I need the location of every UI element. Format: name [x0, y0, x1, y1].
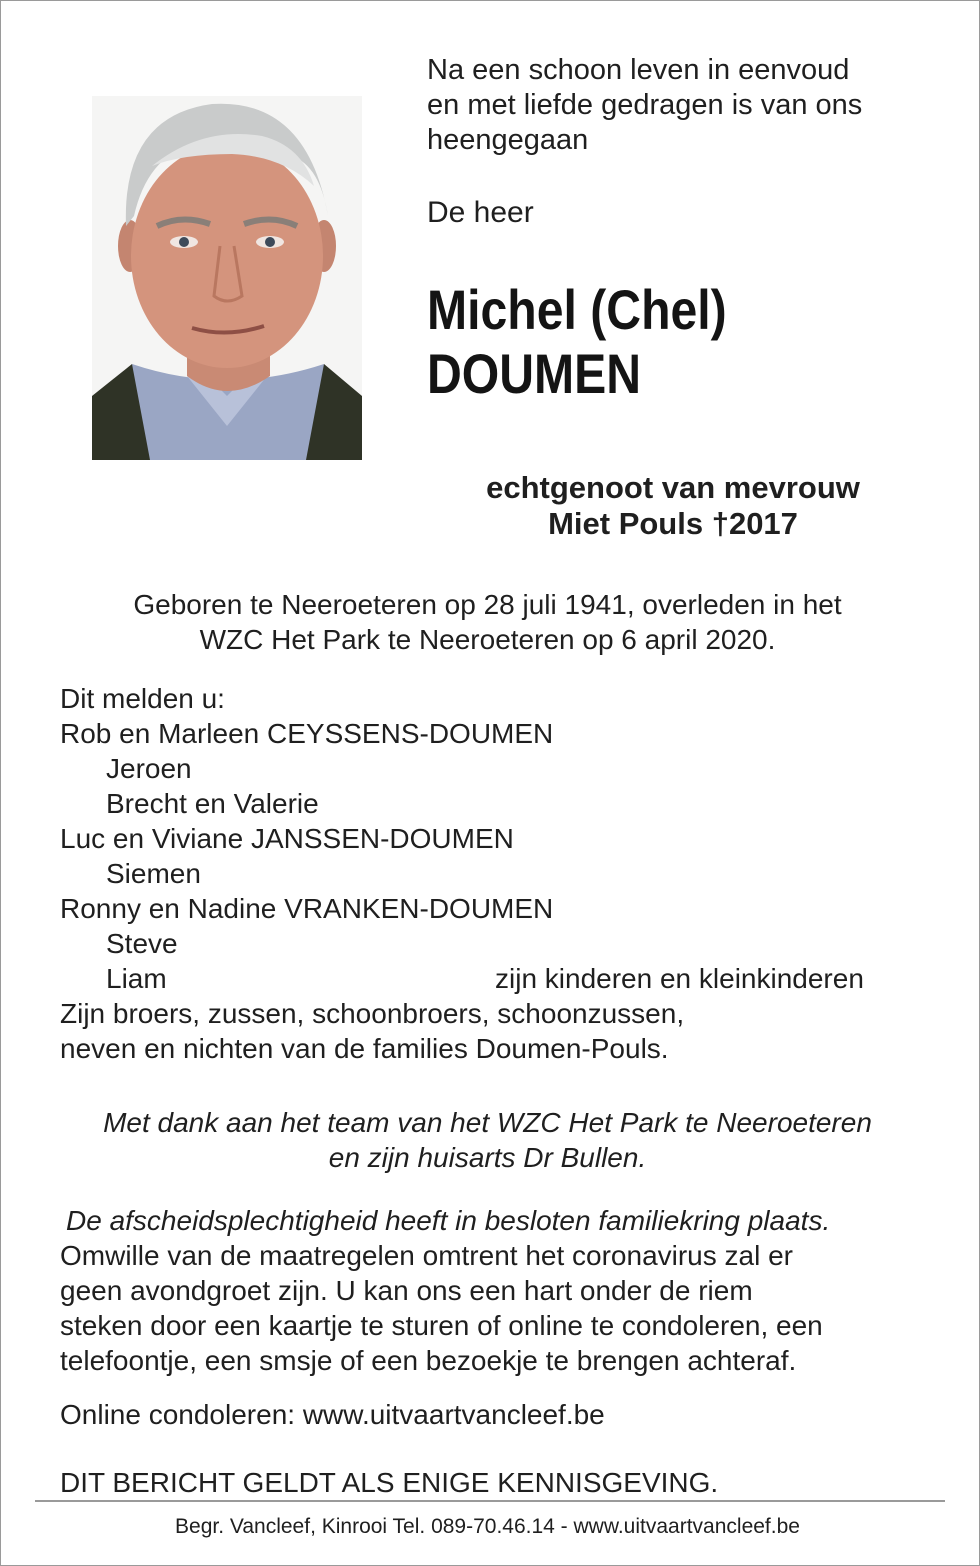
- family-member: Rob en Marleen CEYSSENS-DOUMEN: [60, 718, 554, 749]
- spouse-line-1: echtgenoot van mevrouw: [486, 470, 860, 505]
- ceremony-line: steken door een kaartje te sturen of online te condoleren, een: [60, 1310, 823, 1341]
- spouse-line-2: Miet Pouls †2017: [548, 506, 798, 541]
- grandchild: Jeroen: [106, 753, 192, 784]
- grandchild: Siemen: [106, 858, 201, 889]
- grandchild: Brecht en Valerie: [106, 788, 319, 819]
- grandchild: Liam: [106, 963, 167, 994]
- thanks-line-1: Met dank aan het team van het WZC Het Park te Neeroeteren: [103, 1107, 872, 1138]
- birth-line-2: WZC Het Park te Neeroeteren op 6 april 2020.: [199, 624, 776, 655]
- extended-family: neven en nichten van de families Doumen-Pouls.: [60, 1033, 669, 1064]
- children-label: zijn kinderen en kleinkinderen: [495, 963, 864, 994]
- ceremony-note: [60, 1203, 940, 1378]
- funeral-home-footer: Begr. Vancleef, Kinrooi Tel. 089-70.46.14 - www.uitvaartvancleef.be: [175, 1515, 800, 1538]
- honorific: De heer: [427, 196, 534, 229]
- ceremony-line: geen avondgroet zijn. U kan ons een hart onder de riem: [60, 1275, 753, 1306]
- intro-line: Na een schoon leven in eenvoud: [427, 54, 850, 86]
- footer-divider: [35, 1500, 945, 1502]
- family-heading: Dit melden u:: [60, 683, 225, 714]
- deceased-last-name: DOUMEN: [427, 342, 642, 405]
- extended-family: Zijn broers, zussen, schoonbroers, schoonzussen,: [60, 998, 685, 1029]
- deceased-first-name: Michel (Chel): [427, 278, 727, 341]
- grandchild: Steve: [106, 928, 178, 959]
- ceremony-line-1: De afscheidsplechtigheid heeft in besloten familiekring plaats.: [66, 1205, 831, 1236]
- family-row-last: [60, 961, 940, 996]
- family-list: [60, 681, 940, 1066]
- ceremony-line: telefoontje, een smsje of een bezoekje te brengen achteraf.: [60, 1345, 797, 1376]
- family-member: Luc en Viviane JANSSEN-DOUMEN: [60, 823, 514, 854]
- intro-line: heengegaan: [427, 124, 589, 156]
- birth-line-1: Geboren te Neeroeteren op 28 juli 1941, overleden in het: [133, 589, 842, 620]
- official-notice: DIT BERICHT GELDT ALS ENIGE KENNISGEVING.: [60, 1467, 719, 1498]
- ceremony-line: Omwille van de maatregelen omtrent het coronavirus zal er: [60, 1240, 794, 1271]
- spouse-info: [420, 470, 926, 542]
- birth-death-info: [40, 587, 935, 657]
- intro-text: [427, 53, 947, 158]
- deceased-name: [427, 278, 727, 406]
- thanks-note: [40, 1105, 935, 1175]
- family-member: Ronny en Nadine VRANKEN-DOUMEN: [60, 893, 554, 924]
- online-condolence: Online condoleren: www.uitvaartvancleef.be: [60, 1399, 605, 1430]
- portrait-photo: [92, 96, 362, 460]
- intro-line: en met liefde gedragen is van ons: [427, 89, 863, 121]
- thanks-line-2: en zijn huisarts Dr Bullen.: [328, 1142, 647, 1173]
